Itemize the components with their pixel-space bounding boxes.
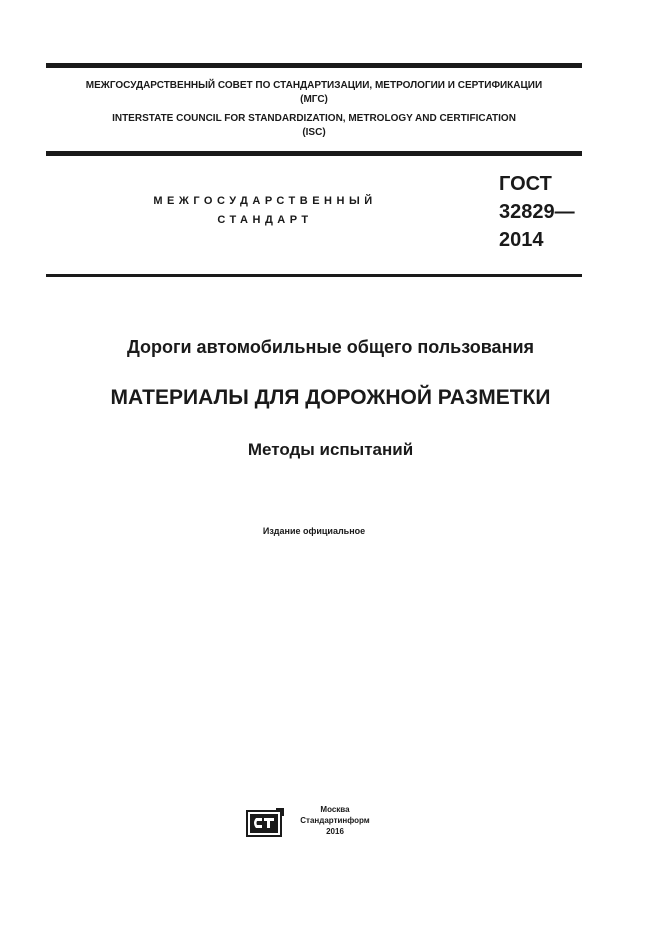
edition-note: Издание официальное: [262, 526, 366, 536]
council-name-ru: [46, 79, 582, 107]
gost-number: 32829—: [499, 201, 575, 223]
standartinform-logo-icon: [246, 808, 284, 838]
council-name-en: [46, 112, 582, 140]
council-en-line1: INTERSTATE COUNCIL FOR STANDARDIZATION, METROLOGY AND CERTIFICATION: [112, 113, 516, 124]
council-ru-line2: (МГС): [300, 94, 328, 105]
council-ru-line1: МЕЖГОСУДАРСТВЕННЫЙ СОВЕТ ПО СТАНДАРТИЗАЦИИ, МЕТРОЛОГИИ И СЕРТИФИКАЦИИ: [85, 80, 543, 91]
publisher-year: 2016: [326, 827, 344, 836]
gost-year: 2014: [499, 229, 544, 251]
document-title: МАТЕРИАЛЫ ДЛЯ ДОРОЖНОЙ РАЗМЕТКИ: [110, 386, 551, 409]
publisher-name: Стандартинформ: [300, 816, 370, 825]
document-methods-title: Методы испытаний: [247, 440, 414, 459]
document-subtitle: Дороги автомобильные общего пользования: [126, 337, 535, 357]
standard-kind-line2: СТАНДАРТ: [217, 214, 313, 226]
middle-rule: [46, 151, 582, 156]
gost-label: ГОСТ: [499, 173, 552, 195]
gost-designation: [499, 170, 575, 254]
top-rule: [46, 63, 582, 68]
bottom-rule: [46, 274, 582, 277]
publisher-city: Москва: [320, 805, 350, 814]
standard-kind-line1: МЕЖГОСУДАРСТВЕННЫЙ: [153, 195, 377, 207]
council-en-line2: (ISC): [302, 127, 326, 138]
publisher-info: [290, 804, 380, 837]
